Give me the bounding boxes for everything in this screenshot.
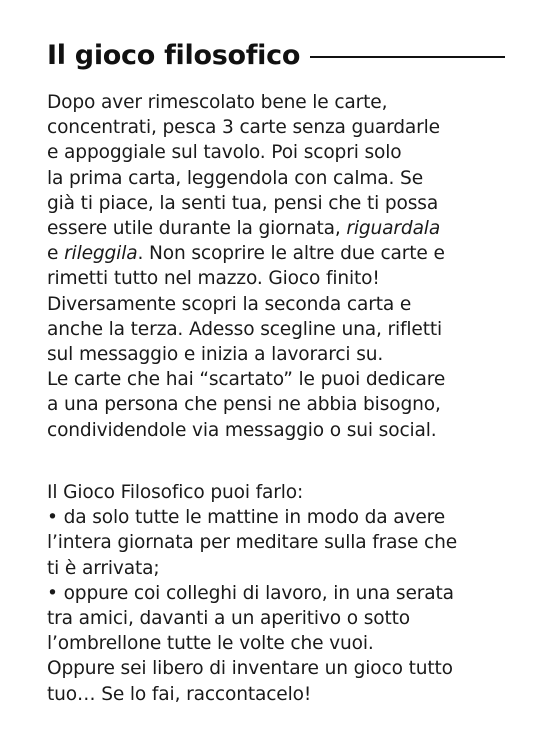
text-segment: . Non scoprire le altre due carte e [137,243,445,265]
text-line: a una persona che pensi ne abbia bisogno, [47,394,441,416]
how-to-play-paragraph [47,480,517,707]
page-title: Il gioco filosofico [47,40,301,71]
text-line [47,216,517,241]
text-line: la prima carta, leggendola con calma. Se [47,167,423,189]
text-line [47,241,517,266]
text-line: Le carte che hai “scartato” le puoi dedicare [47,369,446,391]
text-line: ti è arrivata; [47,557,160,579]
text-line: tuo… Se lo fai, raccontacelo! [47,683,312,705]
text-segment: essere utile durante la giornata, [47,218,347,240]
text-line: tra amici, davanti a un aperitivo o sotto [47,608,411,630]
text-line: Il Gioco Filosofico puoi farlo: [47,482,304,503]
bullet-line: • da solo tutte le mattine in modo da avere [47,507,446,529]
text-line: Diversamente scopri la seconda carta e [47,293,412,315]
title-rule [310,56,505,58]
text-line: l’intera giornata per meditare sulla frase che [47,532,458,554]
text-line: anche la terza. Adesso scegline una, rifletti [47,318,443,340]
instructions-paragraph [47,90,517,443]
emphasis-riguardala: riguardala [346,218,441,240]
text-line: già ti piace, la senti tua, pensi che ti possa [47,192,439,214]
text-line: l’ombrellone tutte le volte che vuoi. [47,633,374,655]
bullet-line: • oppure coi colleghi di lavoro, in una serata [47,582,454,604]
text-line: Oppure sei libero di inventare un gioco tutto [47,658,453,680]
emphasis-rileggila: rileggila [64,243,138,265]
text-line: condividendole via messaggio o sui social. [47,419,437,441]
text-line: e appoggiale sul tavolo. Poi scopri solo [47,142,402,164]
text-line: rimetti tutto nel mazzo. Gioco finito! [47,268,380,290]
text-segment: e [47,243,65,265]
text-line: Dopo aver rimescolato bene le carte, [47,92,388,113]
text-line: sul messaggio e inizia a lavorarci su. [47,344,384,366]
text-line: concentrati, pesca 3 carte senza guardarle [47,117,440,139]
heading-row [47,38,505,74]
